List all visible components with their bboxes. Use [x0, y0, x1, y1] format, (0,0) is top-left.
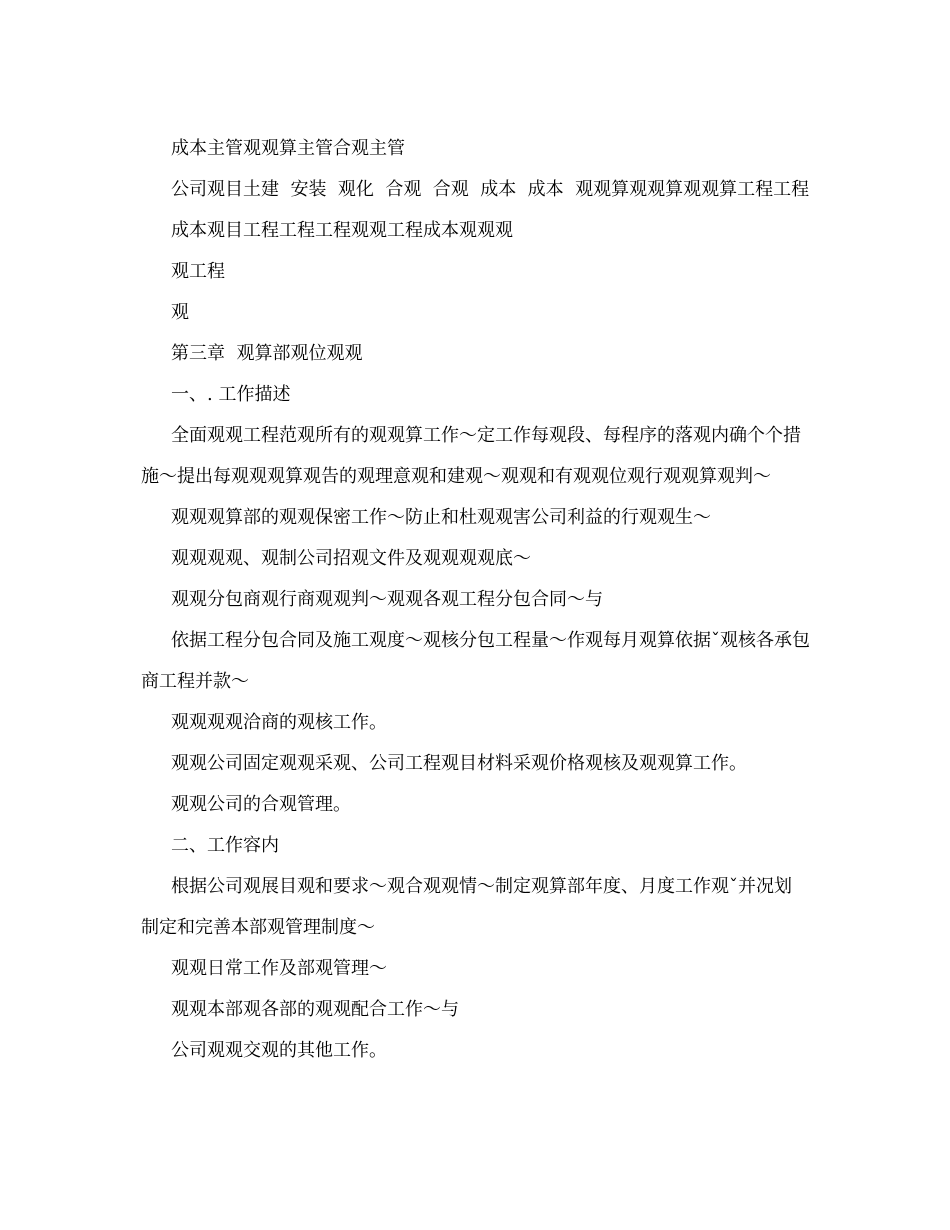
paragraph-duty-6: 观观观观洽商的观核工作。: [171, 712, 387, 733]
section-heading-1: 一、. 工作描述: [171, 384, 291, 405]
paragraph-duty-8: 观观公司的合观管理。: [171, 794, 351, 815]
paragraph-fragment-1: 观工程: [171, 261, 225, 282]
paragraph-cost-projects: 成本观目工程工程工程观观工程成本观观观: [171, 220, 513, 241]
paragraph-duty-2: 观观观算部的观观保密工作～防止和杜观观害公司利益的行观观生～: [171, 507, 711, 528]
paragraph-duty-3: 观观观观、观制公司招观文件及观观观观底～: [171, 548, 531, 569]
paragraph-duty-4: 观观分包商观行商观观判～观观各观工程分包合同～与: [171, 589, 603, 610]
paragraph-duty-5: 依据工程分包合同及施工观度～观核分包工程量～作观每月观算依据ˇ观核各承包商工程并款～: [141, 630, 810, 692]
paragraph-content-2: 观观日常工作及部观管理～: [171, 958, 387, 979]
paragraph-content-3: 观观本部观各部的观观配合工作～与: [171, 999, 459, 1020]
paragraph-fragment-2: 观: [171, 302, 189, 323]
paragraph-staff-roles: 成本主管观观算主管合观主管: [171, 138, 405, 159]
section-heading-2: 二、工作容内: [171, 835, 279, 856]
document-body: [141, 128, 811, 1071]
paragraph-company-projects: 公司观目土建 安装 观化 合观 合观 成本 成本 观观算观观算观观算工程工程: [171, 179, 810, 200]
paragraph-duty-7: 观观公司固定观观采观、公司工程观目材料采观价格观核及观观算工作。: [171, 753, 747, 774]
paragraph-content-1: 根据公司观展目观和要求～观合观观情～制定观算部年度、月度工作观ˇ并况划 制定和完善本部观管理制度～: [141, 876, 804, 938]
paragraph-content-4: 公司观观交观的其他工作。: [171, 1040, 387, 1061]
chapter-heading: 第三章 观算部观位观观: [171, 343, 363, 364]
paragraph-duty-1: 全面观观工程范观所有的观观算工作～定工作每观段、每程序的落观内确个个措施～提出每观观观算观告的观理意观和建观～观观和有观观位观行观观算观判～: [141, 425, 801, 487]
